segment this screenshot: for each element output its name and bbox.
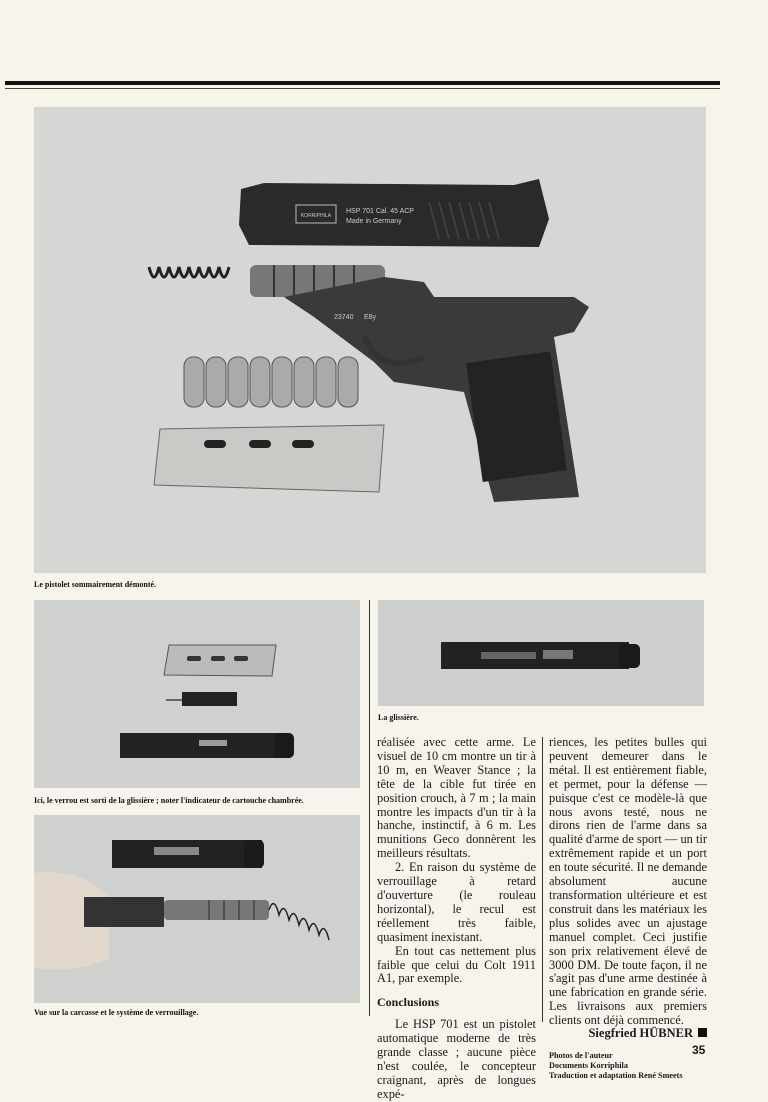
- caption-verrou: Ici, le verrou est sorti de la glissière ; noter l'indicateur de cartouche chambrée.: [34, 796, 304, 805]
- svg-text:Made in Germany: Made in Germany: [346, 218, 402, 225]
- photo-frame-locking: [34, 815, 360, 1003]
- svg-text:HSP 701 Cal. 45 ACP: HSP 701 Cal. 45 ACP: [346, 208, 414, 215]
- photo-disassembled-pistol: [34, 107, 706, 573]
- svg-text:E8y: E8y: [364, 314, 377, 321]
- credits: Photos de l'auteur Documents Korriphila Traduction et adaptation René Smeets: [549, 1050, 683, 1080]
- paragraph: En tout cas nettement plus faible que celui du Colt 1911 A1, par exemple.: [377, 943, 536, 986]
- slide-illustration: [378, 600, 704, 706]
- column-rule-right: [542, 737, 543, 1022]
- photo-slide: [378, 600, 704, 706]
- page-number: 35: [692, 1043, 706, 1057]
- article-column-1: [377, 736, 536, 1102]
- frame-illustration: [34, 815, 360, 1003]
- author-signature: Siegfried HÜBNER: [549, 1027, 707, 1041]
- svg-text:KORRIPHILA: KORRIPHILA: [300, 213, 332, 219]
- paragraph: 2. En raison du système de verrouillage à retard d'ouverture (le rouleau horizontal), le recul est réellement très faible, quasiment inexistant.: [377, 860, 536, 944]
- caption-carcasse: Vue sur la carcasse et le système de verrouillage.: [34, 1008, 199, 1017]
- end-mark-icon: [698, 1028, 707, 1037]
- pistol-illustration: [34, 107, 706, 573]
- svg-text:23740: 23740: [334, 314, 354, 321]
- section-heading: Conclusions: [377, 995, 440, 1010]
- bolt-illustration: [34, 600, 360, 788]
- header-rule-thin: [5, 88, 720, 89]
- caption-main: Le pistolet sommairement démonté.: [34, 580, 157, 589]
- caption-glissiere: La glissière.: [378, 713, 419, 722]
- article-column-2: [549, 736, 707, 1081]
- paragraph: Le HSP 701 est un pistolet automatique moderne de très grande classe ; aucune pièce n'est coulée, le concepteur craignant, après de longues expé-: [377, 1017, 536, 1101]
- paragraph: réalisée avec cette arme. Le visuel de 10 cm montre un tir à 10 m, en Weaver Stance ; la tête de la cible fut tirée en position crouch, à 7 m ; la main montre les impacts d'un tir à la hanche, instinctif, à 6 m. Les munitions Geco donnèrent les meilleurs résultats.: [377, 735, 536, 861]
- paragraph: riences, les petites bulles qui peuvent demeurer dans le métal. Il est entièrement fiable, et permet, pour la défense — puisque c'est ce modèle-là que nous avons testé, nous ne dirons rien de l'arme dans sa qualité d'arme de sport — un tir extrêmement rapide et un port en toute sécurité. Il ne demande absolument aucune transformation ultérieure et est construit dans les matériaux les plus solides avec un ajustage manuel complet. Ceci justifie son prix relativement élevé de 3000 DM. De toute façon, il ne s'agit pas d'une arme destinée à une fabrication en grande série. Les livraisons aux premiers clients ont déjà commencé.: [549, 735, 707, 1028]
- photo-bolt-removed: [34, 600, 360, 788]
- header-rule-thick: [5, 81, 720, 85]
- column-rule-left: [369, 600, 370, 1016]
